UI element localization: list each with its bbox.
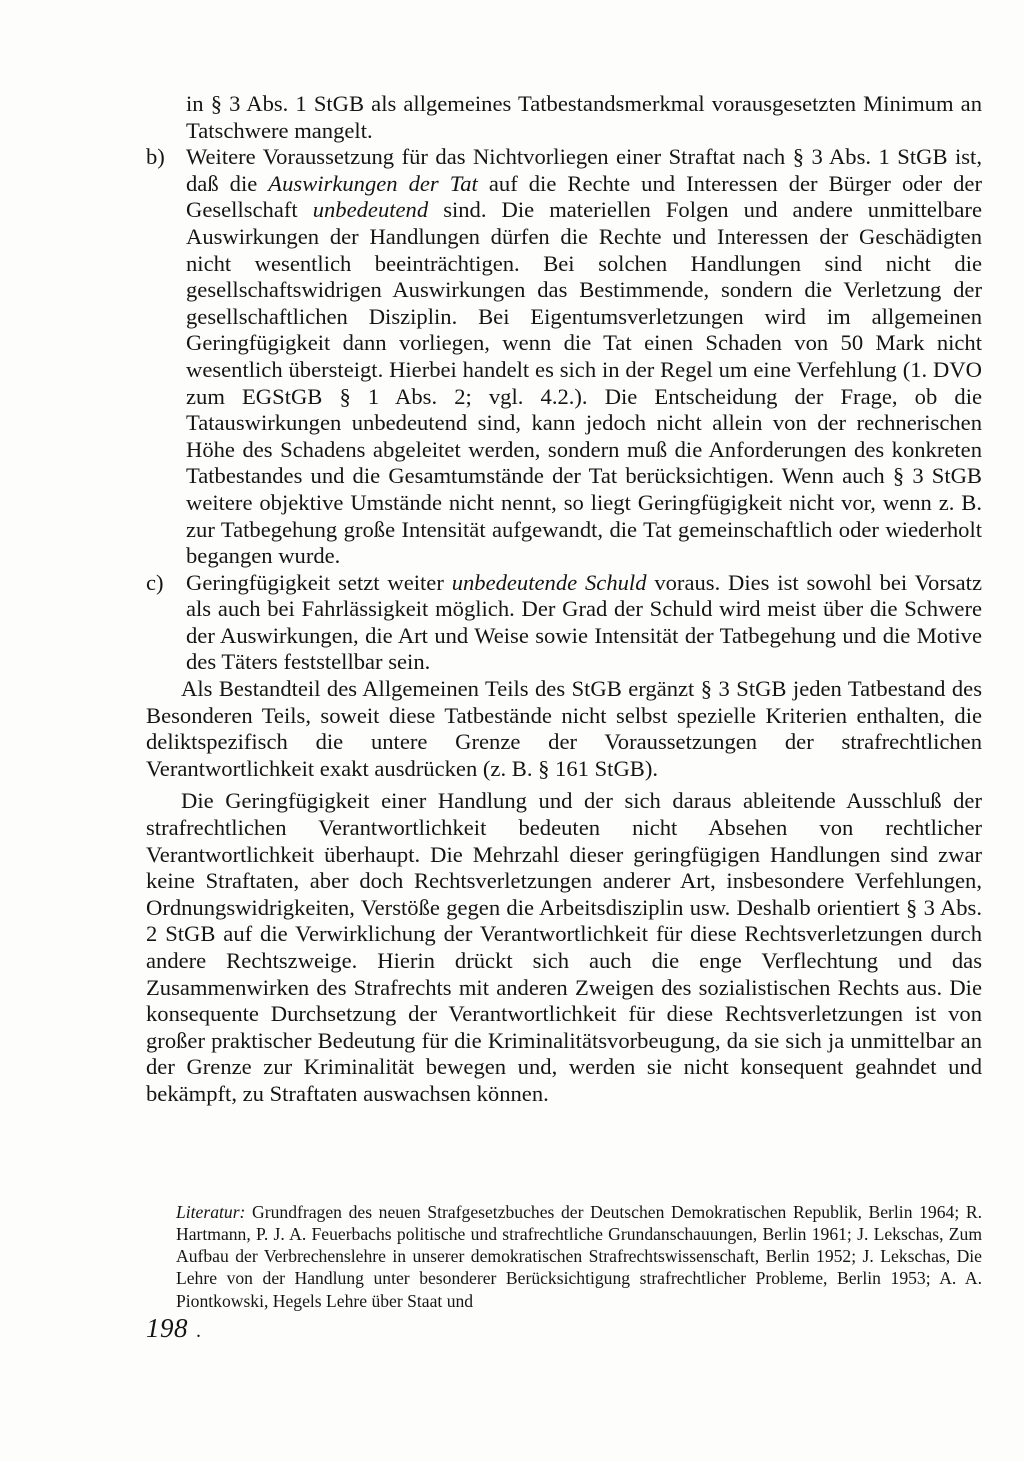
item-b-text-3: sind. Die materiellen Folgen und andere unmittelbare Auswirkungen der Handlungen dürfen die Rechte und Interessen der Geschädigten nicht wesentlich beeinträchtigen. Bei solchen Handlungen sind nicht die gesellschaftswidrigen Auswirkungen das Bestimmende, sondern die Verletzung der gesellschaftlichen Disziplin. Bei Eigentumsverletzungen wird im allgemeinen Geringfügigkeit dann vorliegen, wenn die Tat einen Schaden von 50 Mark nicht wesentlich übersteigt. Hierbei handelt es sich in der Regel um eine Verfehlung (1. DVO zum EGStGB § 1 Abs. 2; vgl. 4.2.). Die Entscheidung der Frage, ob die Tatauswirkungen unbedeutend sind, kann jedoch nicht allein von der rechnerischen Höhe des Schadens abgeleitet werden, sondern muß die Anforderungen des konkreten Tatbestandes und die Gesamtumstände der Tat berücksichtigen. Wenn auch § 3 StGB weitere objektive Umstände nicht nennt, so liegt Geringfügigkeit nicht vor, wenn z. B. zur Tatbegehung große Intensität aufgewandt, die Tat gemeinschaftlich oder wiederholt begangen wurde. <box>186 197 982 569</box>
item-b-emphasis-1: Auswirkungen der Tat <box>268 170 478 196</box>
paragraph-continuation: in § 3 Abs. 1 StGB als allgemeines Tatbestandsmerkmal vorausgesetzten Minimum an Tatschwere mangelt. <box>186 91 982 143</box>
item-c-text-1: Geringfügigkeit setzt weiter <box>186 569 452 595</box>
literature-note <box>176 1201 982 1312</box>
page-number <box>146 1313 202 1344</box>
list-item-c <box>146 570 982 676</box>
item-b-text-1: Weitere Voraussetzung für das Nichtvorliegen einer Straftat nach § 3 Abs. 1 StGB ist, daß die <box>186 144 982 196</box>
item-b-emphasis-2: unbedeutend <box>312 197 429 223</box>
page-number-mark: . <box>196 1320 202 1342</box>
list-marker-b: b) <box>146 144 165 170</box>
page-number-value: 198 <box>146 1313 188 1343</box>
literature-text: Grundfragen des neuen Strafgesetzbuches der Deutschen Demokratischen Republik, Berlin 1964; R. Hartmann, P. J. A. Feuerbachs politische und strafrechtliche Grundanschauungen, Berlin 1961; J. Lekschas, Zum Aufbau der Verbrechenslehre in unserer demokratischen Strafrechtswissenschaft, Berlin 1952; J. Lekschas, Die Lehre von der Handlung unter besonderer Berücksichtigung strafrechtlicher Probleme, Berlin 1953; A. A. Piontkowski, Hegels Lehre über Staat und <box>176 1201 982 1311</box>
literature-label: Literatur: <box>176 1201 246 1222</box>
list-item-b <box>146 144 982 570</box>
paragraph-allgemeiner-teil: Als Bestandteil des Allgemeinen Teils des StGB ergänzt § 3 StGB jeden Tatbestand des Besonderen Teils, soweit diese Tatbestände nicht selbst spezielle Kriterien enthalten, die deliktspezifisch die untere Grenze der Voraussetzungen der strafrechtlichen Verantwortlichkeit exakt ausdrücken (z. B. § 161 StGB). <box>146 676 982 781</box>
item-c-text-2: voraus. Dies ist sowohl bei Vorsatz als auch bei Fahrlässigkeit möglich. Der Grad der Schuld wird meist über die Schwere der Auswirkungen, die Art und Weise sowie Intensität der Tatbegehung und die Motive des Täters feststellbar sein. <box>186 569 982 675</box>
item-b-text-2: auf die Rechte und Interessen der Bürger oder der Gesellschaft <box>186 170 982 223</box>
main-text <box>146 91 982 1108</box>
item-c-emphasis-1: unbedeutende Schuld <box>451 569 647 595</box>
list-marker-c: c) <box>146 569 164 595</box>
paragraph-geringfuegigkeit: Die Geringfügigkeit einer Handlung und der sich daraus ableitende Ausschluß der strafrechtlichen Verantwortlichkeit bedeuten nicht Absehen von rechtlicher Verantwortlichkeit überhaupt. Die Mehrzahl dieser geringfügigen Handlungen sind zwar keine Straftaten, aber doch Rechtsverletzungen anderer Art, insbesondere Verfehlungen, Ordnungswidrigkeiten, Verstöße gegen die Arbeitsdisziplin usw. Deshalb orientiert § 3 Abs. 2 StGB auf die Verwirklichung der Verantwortlichkeit für diese Rechtsverletzungen durch andere Rechtszweige. Hierin drückt sich auch die enge Verflechtung und das Zusammenwirken des Strafrechts mit anderen Zweigen des sozialistischen Rechts aus. Die konsequente Durchsetzung der Verantwortlichkeit für diese Rechtsverletzungen ist von großer praktischer Bedeutung für die Kriminalitätsvorbeugung, da sie sich ja unmittelbar an der Grenze zur Kriminalität bewegen und, werden sie nicht konsequent geahndet und bekämpft, zu Straftaten auswachsen können. <box>146 788 982 1106</box>
